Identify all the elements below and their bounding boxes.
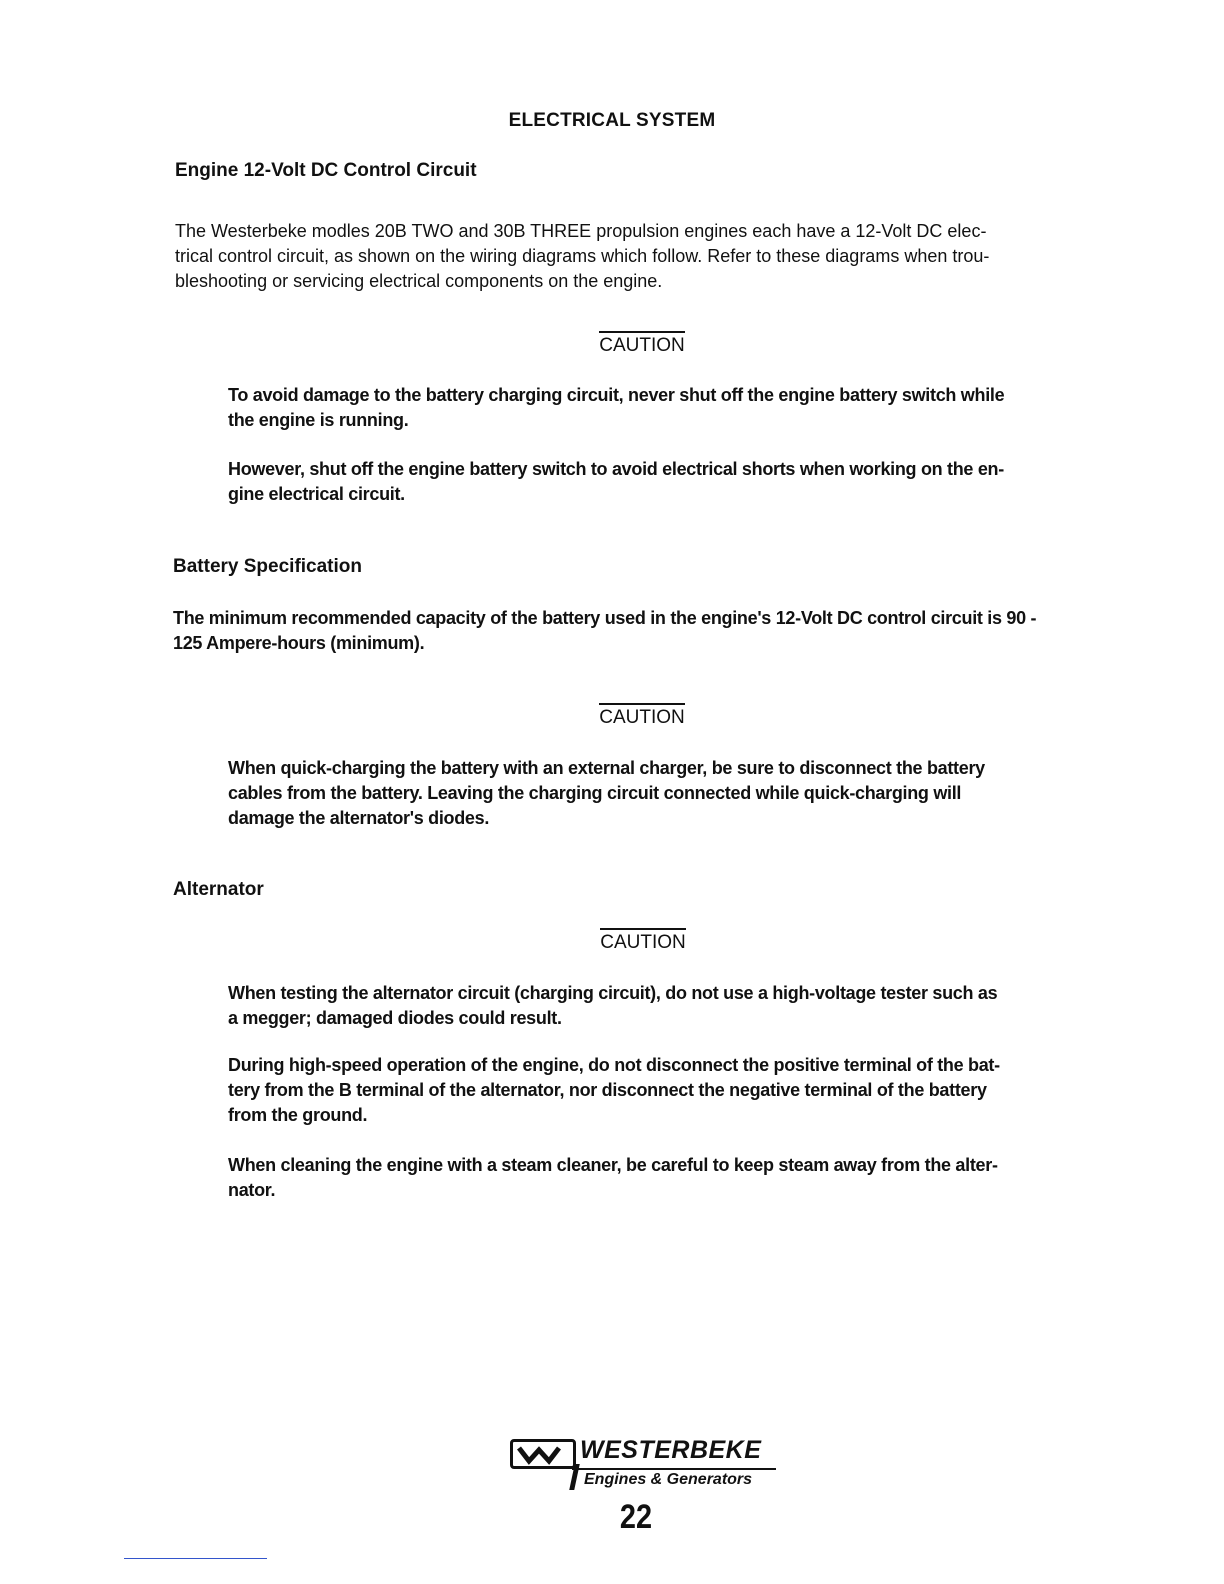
caution-label: CAUTION (593, 928, 693, 954)
paragraph-battery (173, 606, 1036, 656)
text-line: When quick-charging the battery with an external charger, be sure to disconnect the battery (228, 758, 985, 778)
text-line: The Westerbeke modles 20B TWO and 30B THREE propulsion engines each have a 12-Volt DC elec- (175, 221, 987, 241)
logo-emblem-icon (510, 1439, 576, 1469)
section-heading-battery: Battery Specification (173, 556, 362, 577)
text-line: The minimum recommended capacity of the battery used in the engine's 12-Volt DC control circuit is 90 - (173, 608, 1037, 628)
text-line: tery from the B terminal of the alternator, nor disconnect the negative terminal of the battery (228, 1080, 987, 1100)
text-line: the engine is running. (228, 410, 409, 430)
text-line: However, shut off the engine battery switch to avoid electrical shorts when working on the en- (228, 459, 1004, 479)
text-line: When testing the alternator circuit (charging circuit), do not use a high-voltage tester such as (228, 983, 998, 1003)
logo-tagline: Engines & Generators (584, 1471, 753, 1488)
caution-paragraph (228, 981, 997, 1031)
westerbeke-logo (508, 1436, 780, 1494)
text-line: a megger; damaged diodes could result. (228, 1008, 562, 1028)
logo-name: WESTERBEKE (580, 1436, 762, 1464)
caution-label: CAUTION (592, 331, 692, 357)
text-line: During high-speed operation of the engine, do not disconnect the positive terminal of the bat- (228, 1055, 1000, 1075)
caution-paragraph (228, 1053, 1000, 1128)
paragraph-control-circuit (175, 219, 989, 294)
text-line: trical control circuit, as shown on the wiring diagrams which follow. Refer to these diagrams when trou- (175, 246, 990, 266)
caution-paragraph (228, 457, 1004, 507)
caution-paragraph (228, 383, 1004, 433)
text-line: nator. (228, 1180, 276, 1200)
text-line: 125 Ampere-hours (minimum). (173, 633, 425, 653)
text-line: When cleaning the engine with a steam cleaner, be careful to keep steam away from the alter- (228, 1155, 998, 1175)
logo-rule (572, 1468, 776, 1470)
section-heading-alternator: Alternator (173, 879, 264, 900)
caution-label: CAUTION (592, 703, 692, 729)
page-title: ELECTRICAL SYSTEM (508, 110, 716, 131)
text-line: bleshooting or servicing electrical components on the engine. (175, 271, 663, 291)
section-heading-control-circuit: Engine 12-Volt DC Control Circuit (175, 160, 477, 181)
text-line: damage the alternator's diodes. (228, 808, 490, 828)
text-line: To avoid damage to the battery charging circuit, never shut off the engine battery switch while (228, 385, 1005, 405)
text-line: cables from the battery. Leaving the charging circuit connected while quick-charging will (228, 783, 962, 803)
caution-paragraph (228, 1153, 998, 1203)
caution-paragraph (228, 756, 985, 831)
footer-rule (124, 1558, 267, 1559)
page-number: 22 (619, 1498, 653, 1536)
text-line: from the ground. (228, 1105, 368, 1125)
text-line: gine electrical circuit. (228, 484, 405, 504)
